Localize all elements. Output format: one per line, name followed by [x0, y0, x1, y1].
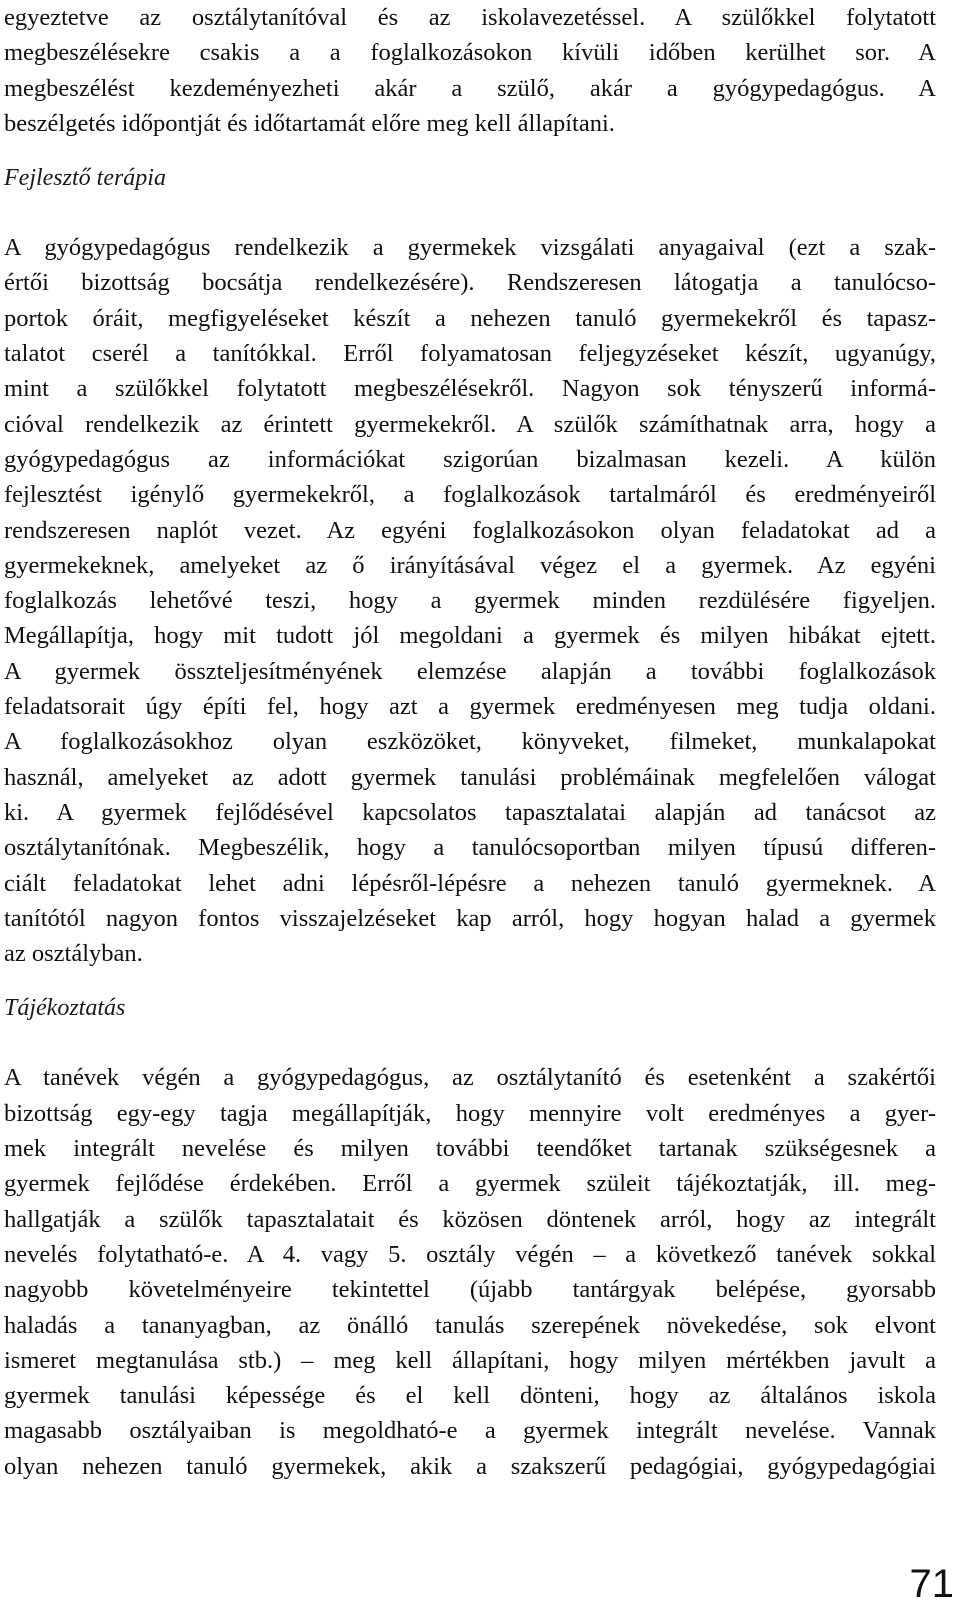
section-heading: Fejlesztő terápia: [4, 165, 166, 192]
text-line: A tanévek végén a gyógypedagógus, az osztálytanító és esetenként a szakértői: [4, 1064, 936, 1092]
text-line: megbeszélést kezdeményezheti akár a szülő, akár a gyógypedagógus. A: [4, 74, 936, 102]
text-line: portok óráit, megfigyeléseket készít a nehezen tanuló gyermekekről és tapasz-: [4, 304, 936, 332]
text-line: A foglalkozásokhoz olyan eszközöket, könyveket, filmeket, munkalapokat: [4, 728, 936, 756]
page-number: 71: [909, 1562, 954, 1606]
paragraph-3: [4, 1060, 936, 1484]
text-line: fejlesztést igénylő gyermekekről, a foglalkozások tartalmáról és eredményeiről: [4, 481, 936, 509]
text-line: gyermek tanulási képessége és el kell dönteni, hogy az általános iskola: [4, 1382, 936, 1410]
text-line: cióval rendelkezik az érintett gyermekekről. A szülők számíthatnak arra, hogy a: [4, 410, 936, 438]
text-line: haladás a tananyagban, az önálló tanulás szerepének növekedése, sok elvont: [4, 1311, 936, 1339]
text-line: bizottság egy-egy tagja megállapítják, hogy mennyire volt eredményes a gyer-: [4, 1099, 936, 1127]
text-line: ismeret megtanulása stb.) – meg kell állapítani, hogy milyen mértékben javult a: [4, 1346, 936, 1374]
text-line: mint a szülőkkel folytatott megbeszélésekről. Nagyon sok tényszerű informá-: [4, 375, 936, 403]
text-line: beszélgetés időpontját és időtartamát előre meg kell állapítani.: [4, 109, 615, 137]
section-heading: Tájékoztatás: [4, 995, 126, 1022]
text-line: mek integrált nevelése és milyen további teendőket tartanak szükségesnek a: [4, 1135, 936, 1163]
text-line: egyeztetve az osztálytanítóval és az iskolavezetéssel. A szülőkkel folytatott: [4, 4, 936, 31]
text-line: gyógypedagógus az információkat szigorúan bizalmasan kezeli. A külön: [4, 445, 936, 473]
spacer: [4, 141, 936, 161]
text-line: magasabb osztályaiban is megoldható-e a gyermek integrált nevelése. Vannak: [4, 1417, 936, 1445]
spacer: [4, 971, 936, 991]
spacer: [4, 196, 936, 230]
text-line: nevelés folytatható-e. A 4. vagy 5. osztály végén – a következő tanévek sokkal: [4, 1240, 936, 1268]
text-line: olyan nehezen tanuló gyermekek, akik a szakszerű pedagógiai, gyógypedagógiai: [4, 1452, 936, 1480]
text-line: gyermek fejlődése érdekében. Erről a gyermek szüleit tájékoztatják, ill. meg-: [4, 1170, 936, 1198]
text-line: tanítótól nagyon fontos visszajelzéseket kap arról, hogy hogyan halad a gyermek: [4, 904, 936, 932]
text-line: ki. A gyermek fejlődésével kapcsolatos tapasztalatai alapján ad tanácsot az: [4, 798, 936, 826]
text-line: talatot cserél a tanítókkal. Erről folyamatosan feljegyzéseket készít, ugyanúgy,: [4, 340, 936, 368]
text-line: gyermekeknek, amelyeket az ő irányításával végez el a gyermek. Az egyéni: [4, 551, 936, 579]
text-line: az osztályban.: [4, 940, 143, 968]
text-line: rendszeresen naplót vezet. Az egyéni foglalkozásokon olyan feladatokat ad a: [4, 516, 936, 544]
paragraph-2: [4, 230, 936, 971]
text-line: A gyermek összteljesítményének elemzése alapján a további foglalkozások: [4, 657, 936, 685]
text-line: megbeszélésekre csakis a a foglalkozásokon kívüli időben kerülhet sor. A: [4, 39, 936, 67]
text-line: használ, amelyeket az adott gyermek tanulási problémáinak megfelelően válogat: [4, 763, 936, 791]
paragraph-1: [4, 0, 936, 141]
document-page: [4, 0, 936, 1484]
text-line: feladatsorait úgy építi fel, hogy azt a gyermek eredményesen meg tudja oldani.: [4, 693, 936, 721]
text-line: ciált feladatokat lehet adni lépésről-lépésre a nehezen tanuló gyermeknek. A: [4, 869, 936, 897]
spacer: [4, 1026, 936, 1060]
text-line: foglalkozás lehetővé teszi, hogy a gyermek minden rezdülésére figyeljen.: [4, 587, 936, 615]
text-line: értői bizottság bocsátja rendelkezésére). Rendszeresen látogatja a tanulócso-: [4, 269, 936, 297]
text-line: nagyobb követelményeire tekintettel (újabb tantárgyak belépése, gyorsabb: [4, 1276, 936, 1304]
text-line: A gyógypedagógus rendelkezik a gyermekek vizsgálati anyagaival (ezt a szak-: [4, 234, 936, 262]
text-line: hallgatják a szülők tapasztalatait és közösen döntenek arról, hogy az integrált: [4, 1205, 936, 1233]
text-line: osztálytanítónak. Megbeszélik, hogy a tanulócsoportban milyen típusú differen-: [4, 834, 936, 862]
text-line: Megállapítja, hogy mit tudott jól megoldani a gyermek és milyen hibákat ejtett.: [4, 622, 936, 650]
